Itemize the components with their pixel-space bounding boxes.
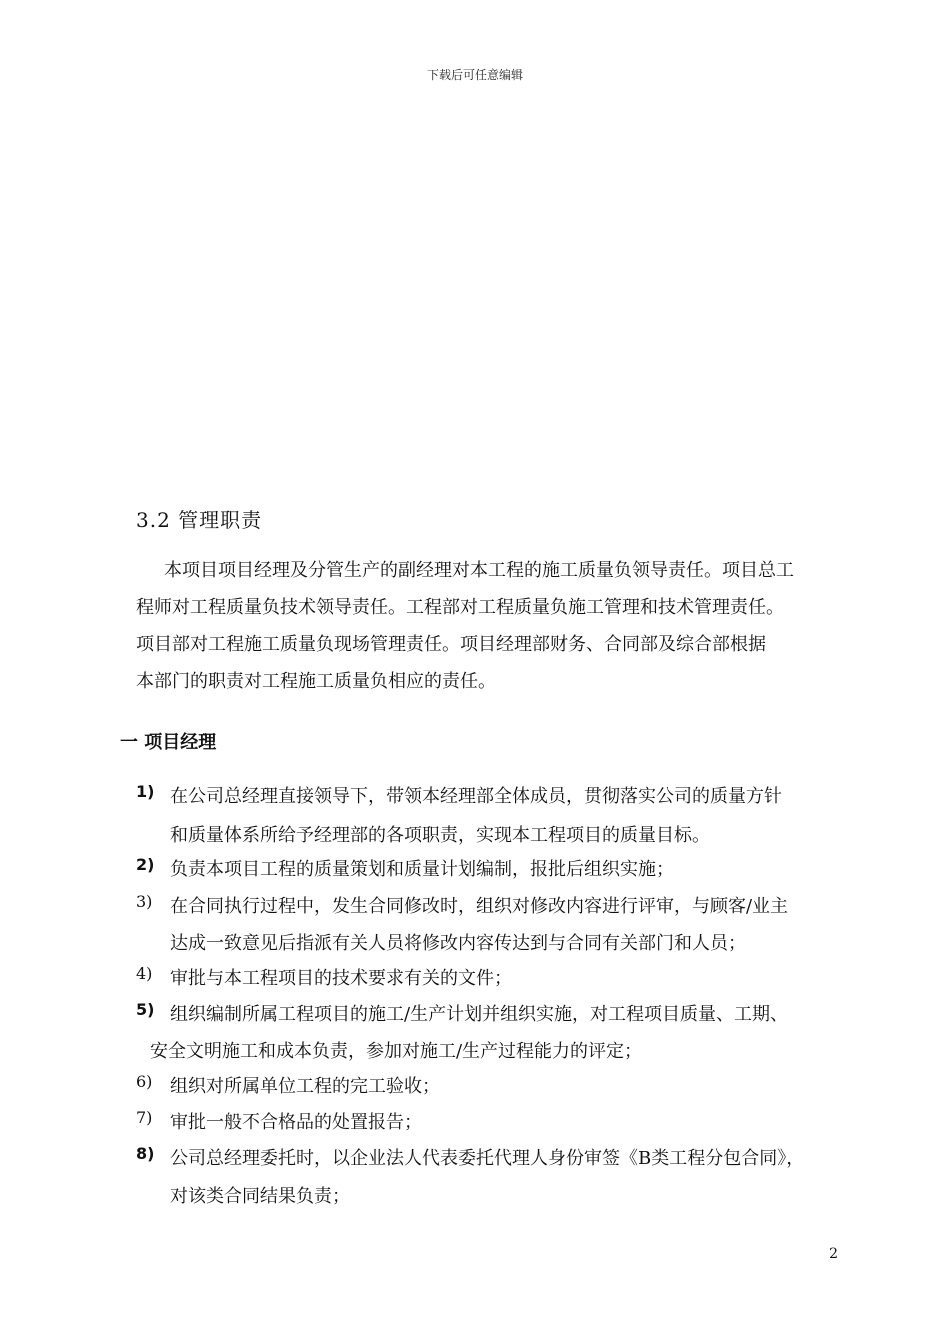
item-line: 达成一致意见后指派有关人员将修改内容传达到与合同有关部门和人员；	[170, 933, 746, 954]
subheading-project-manager: 一 项目经理	[120, 732, 217, 753]
item-line: 在公司总经理直接领导下，带领本经理部全体成员，贯彻落实公司的质量方针	[170, 786, 782, 807]
item-line: 在合同执行过程中，发生合同修改时，组织对修改内容进行评审，与顾客/业主	[170, 896, 789, 917]
intro-line: 项目部对工程施工质量负现场管理责任。项目经理部财务、合同部及综合部根据	[136, 634, 766, 655]
item-line: 安全文明施工和成本负责，参加对施工/生产过程能力的评定；	[150, 1041, 643, 1062]
item-number: 8)	[136, 1144, 155, 1163]
item-line: 审批一般不合格品的处置报告；	[170, 1112, 422, 1133]
item-line: 对该类合同结果负责；	[170, 1186, 350, 1207]
item-line: 负责本项目工程的质量策划和质量计划编制，报批后组织实施；	[170, 859, 674, 880]
item-line: 组织对所属单位工程的完工验收；	[170, 1076, 440, 1097]
item-line: 和质量体系所给予经理部的各项职责，实现本工程项目的质量目标。	[170, 825, 710, 846]
item-number: 4)	[136, 964, 153, 983]
item-number: 6)	[136, 1072, 153, 1091]
item-line: 审批与本工程项目的技术要求有关的文件；	[170, 968, 512, 989]
item-number: 3)	[136, 892, 153, 911]
page-number: 2	[829, 1246, 838, 1262]
item-line: 组织编制所属工程项目的施工/生产计划并组织实施，对工程项目质量、工期、	[170, 1004, 789, 1025]
intro-line: 程师对工程质量负技术领导责任。工程部对工程质量负施工管理和技术管理责任。	[136, 597, 784, 618]
intro-line: 本项目项目经理及分管生产的副经理对本工程的施工质量负领导责任。项目总工	[164, 560, 794, 581]
intro-paragraph	[136, 552, 856, 700]
section-title: 3.2 管理职责	[136, 508, 263, 532]
item-line: 公司总经理委托时，以企业法人代表委托代理人身份审签《B类工程分包合同》，	[170, 1148, 805, 1169]
intro-line: 本部门的职责对工程施工质量负相应的责任。	[136, 671, 496, 692]
item-number: 5)	[136, 1000, 155, 1019]
item-number: 2)	[136, 855, 155, 874]
item-number: 7)	[136, 1108, 153, 1127]
page-header: 下载后可任意编辑	[426, 68, 523, 82]
item-number: 1)	[136, 782, 155, 801]
